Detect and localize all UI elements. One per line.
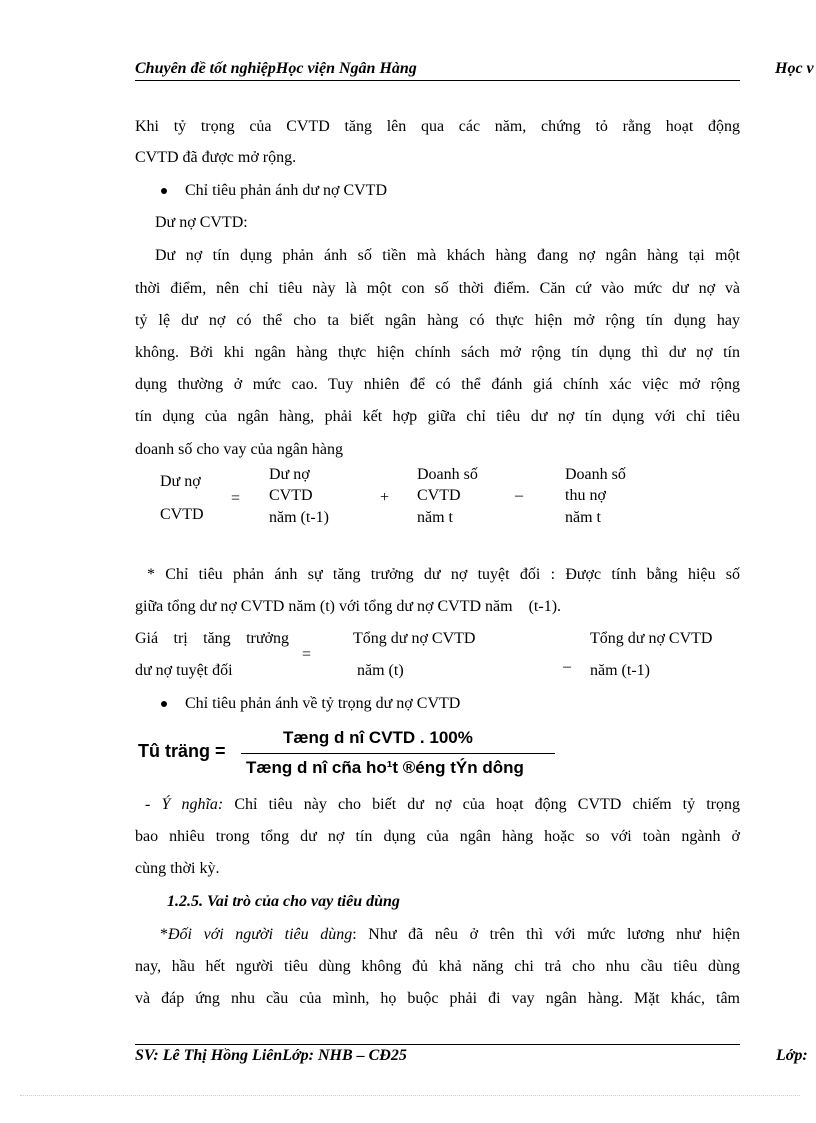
paragraph-line: và đáp ứng nhu cầu của mình, họ buộc phải đi vay ngân hàng. Mặt khác, tâm — [135, 990, 740, 1007]
eq1-term2-line1: Doanh số — [417, 466, 478, 483]
paragraph-line: Khi tỷ trọng của CVTD tăng lên qua các năm, chứng tỏ rằng hoạt động — [135, 118, 740, 135]
eq1-lhs-line2: CVTD — [160, 506, 204, 523]
fraction-bar — [241, 753, 555, 754]
paragraph-text: Chỉ tiêu này cho biết dư nợ của hoạt động CVTD chiếm tỷ trọng — [223, 796, 740, 813]
eq1-plus-sign: + — [380, 489, 390, 506]
paragraph-line: giữa tổng dư nợ CVTD năm (t) với tổng dư nợ CVTD năm (t-1). — [135, 598, 562, 615]
bullet-icon — [161, 188, 167, 194]
section-heading: 1.2.5. Vai trò của cho vay tiêu dùng — [167, 893, 400, 910]
paragraph-line: Dư nợ tín dụng phản ánh số tiền mà khách hàng đang nợ ngân hàng tại một — [155, 247, 740, 264]
bullet-text: Chỉ tiêu phản ánh dư nợ CVTD — [185, 182, 387, 199]
paragraph-line: tín dụng của ngân hàng, phải kết hợp giữa chỉ tiêu dư nợ tín dụng với chỉ tiêu — [135, 408, 740, 425]
eq2-term1-line1: Tổng dư nợ CVTD — [353, 630, 476, 647]
eq2-term2-line2: năm (t-1) — [590, 662, 650, 679]
paragraph-line: bao nhiêu trong tổng dư nợ tín dụng của ngân hàng hoặc so với toàn ngành ở — [135, 828, 740, 845]
paragraph-line: thời điểm, nên chỉ tiêu này là một con số thời điểm. Căn cứ vào mức dư nợ và — [135, 280, 740, 297]
paragraph-line: * Chỉ tiêu phản ánh sự tăng trưởng dư nợ tuyệt đối : Được tính bằng hiệu số — [147, 566, 740, 583]
page-edge-divider — [20, 1095, 800, 1096]
bullet-text: Chỉ tiêu phản ánh về tỷ trọng dư nợ CVTD — [185, 695, 461, 712]
meaning-label: Ý nghĩa: — [161, 796, 224, 813]
eq1-term1-line2: CVTD — [269, 487, 313, 504]
header-rule — [135, 80, 740, 81]
footer-rule — [135, 1044, 740, 1045]
eq1-term1-line3: năm (t-1) — [269, 509, 329, 526]
eq1-term2-line3: năm t — [417, 509, 453, 526]
eq1-term3-line1: Doanh số — [565, 466, 626, 483]
bullet-icon — [161, 701, 167, 707]
eq1-term1-line1: Dư nợ — [269, 466, 310, 483]
subheading: Dư nợ CVTD: — [155, 214, 248, 231]
consumer-label: Đối với người tiêu dùng — [168, 926, 353, 943]
eq3-lhs: Tû träng = — [138, 741, 226, 761]
paragraph-line: tỷ lệ dư nợ có thể cho ta biết ngân hàng có thực hiện mở rộng tín dụng hay — [135, 312, 740, 329]
eq2-equals-sign: = — [302, 646, 312, 663]
paragraph-line: doanh số cho vay của ngân hàng — [135, 441, 343, 458]
eq1-equals-sign: = — [231, 490, 241, 507]
page-header-right: Học v — [775, 60, 814, 77]
eq3-denominator: Tæng d nî cña ho¹t ®éng tÝn dông — [246, 758, 524, 777]
eq1-term3-line3: năm t — [565, 509, 601, 526]
paragraph-line: dụng thường ở mức cao. Tuy nhiên để có thể đánh giá chính xác việc mở rộng — [135, 376, 740, 393]
page-footer-right: Lớp: — [776, 1047, 808, 1064]
paragraph-line: CVTD đã được mở rộng. — [135, 149, 297, 166]
paragraph-line — [145, 795, 740, 815]
eq2-minus-sign: – — [563, 658, 571, 675]
paragraph-line: không. Bởi khi ngân hàng thực hiện chính sách mở rộng tín dụng thì dư nợ tín — [135, 344, 740, 361]
paragraph-line: nay, hầu hết người tiêu dùng không đủ khả năng chi trả cho nhu cầu tiêu dùng — [135, 958, 740, 975]
page-footer-left: SV: Lê Thị Hồng LiênLớp: NHB – CĐ25 — [135, 1047, 407, 1064]
eq1-term2-line2: CVTD — [417, 487, 461, 504]
eq2-term2-line1: Tổng dư nợ CVTD — [590, 630, 713, 647]
paragraph-line — [160, 925, 740, 945]
eq2-term1-line2: năm (t) — [357, 662, 404, 679]
paragraph-line: cùng thời kỳ. — [135, 860, 220, 877]
page-header-left: Chuyên đề tốt nghiệpHọc viện Ngân Hàng — [135, 60, 417, 77]
eq2-lhs-line2: dư nợ tuyệt đối — [135, 662, 233, 679]
asterisk: * — [160, 926, 168, 943]
eq2-lhs-line1: Giá trị tăng trưởng — [135, 630, 289, 647]
eq1-lhs-line1: Dư nợ — [160, 473, 201, 490]
eq1-term3-line2: thu nợ — [565, 487, 606, 504]
eq1-minus-sign: – — [515, 487, 523, 504]
paragraph-text: : Như đã nêu ở trên thì với mức lương như hiện — [352, 926, 740, 943]
eq3-numerator: Tæng d nî CVTD . 100% — [283, 728, 473, 747]
dash-prefix: - — [145, 796, 162, 813]
